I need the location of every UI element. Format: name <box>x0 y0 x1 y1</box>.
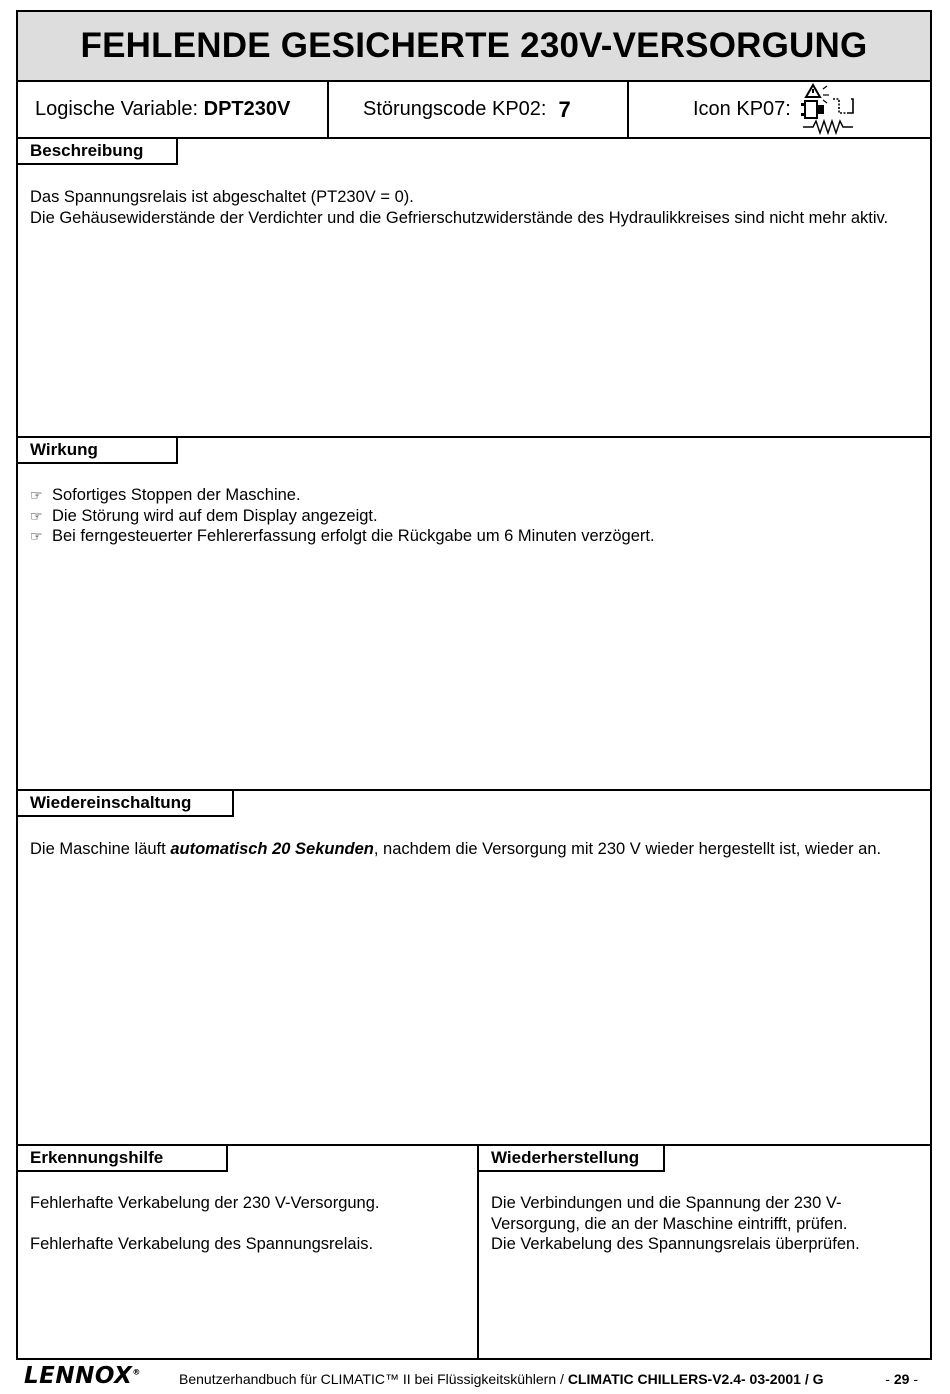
wirkung-bullet-text: Die Störung wird auf dem Display angezeigt. <box>52 506 378 525</box>
list-item <box>30 506 918 527</box>
page-title: FEHLENDE GESICHERTE 230V-VERSORGUNG <box>80 26 868 65</box>
wiedereinschaltung-text <box>30 839 918 860</box>
section-label-beschreibung: Beschreibung <box>18 139 178 165</box>
info-row <box>18 82 930 139</box>
beschreibung-line: Das Spannungsrelais ist abgeschaltet (PT230V = 0). <box>30 188 414 206</box>
fault-code-label: Störungscode KP02: <box>363 98 547 120</box>
wirkung-bullet-text: Sofortiges Stoppen der Maschine. <box>52 486 301 504</box>
beschreibung-line: Die Gehäusewiderstände der Verdichter und die Gefrierschutzwiderstände des Hydraulikkreises sind nicht mehr aktiv. <box>30 208 889 227</box>
wiedereinschaltung-text-start: Die Maschine läuft <box>30 840 171 858</box>
fault-code-cell <box>329 82 629 137</box>
wiederherstellung-text <box>491 1193 890 1255</box>
icon-cell <box>629 82 930 137</box>
icon-label: Icon KP07: <box>693 98 791 120</box>
wirkung-list <box>30 485 918 547</box>
footer-text <box>179 1371 824 1387</box>
beschreibung-text <box>30 187 918 228</box>
bottom-columns <box>18 1146 930 1358</box>
section-beschreibung <box>18 139 930 438</box>
erkennungshilfe-item: Fehlerhafte Verkabelung der 230 V-Versorgung. <box>30 1194 380 1212</box>
section-wiedereinschaltung <box>18 791 930 1146</box>
erkennungshilfe-text <box>30 1193 465 1255</box>
wiederherstellung-line: Die Verkabelung des Spannungsrelais überprüfen. <box>491 1235 860 1253</box>
footer-version: CLIMATIC CHILLERS-V2.4- 03-2001 / G <box>567 1371 824 1387</box>
section-label-wiedereinschaltung: Wiedereinschaltung <box>18 791 234 817</box>
erkennungshilfe-item: Fehlerhafte Verkabelung des Spannungsrelais. <box>30 1235 374 1253</box>
footer-manual-title: Benutzerhandbuch für CLIMATIC™ II bei Flüssigkeitskühlern / <box>179 1371 568 1387</box>
list-item <box>30 485 918 506</box>
section-label-erkennungshilfe: Erkennungshilfe <box>18 1146 228 1172</box>
section-label-wiederherstellung: Wiederherstellung <box>479 1146 665 1172</box>
fault-code-value: 7 <box>558 96 571 122</box>
logical-variable-value: DPT230V <box>203 98 291 120</box>
page-number: - 29 - <box>885 1371 918 1387</box>
section-wiederherstellung <box>479 1146 930 1358</box>
page-footer <box>0 1360 950 1394</box>
logical-variable-cell <box>18 82 329 137</box>
lennox-logo: LENNOX® <box>24 1363 141 1389</box>
pointing-hand-icon: ☞ <box>30 487 43 503</box>
wiederherstellung-line: Die Verbindungen und die Spannung der 230 V-Versorgung, die an der Maschine eintrifft, prüfen. <box>491 1194 848 1233</box>
section-label-wirkung: Wirkung <box>18 438 178 464</box>
section-erkennungshilfe <box>18 1146 479 1358</box>
pointing-hand-icon: ☞ <box>30 528 43 544</box>
wirkung-bullet-text: Bei ferngesteuerter Fehlererfassung erfolgt die Rückgabe um 6 Minuten verzögert. <box>52 527 655 545</box>
section-wirkung <box>18 438 930 791</box>
pointing-hand-icon: ☞ <box>30 507 43 524</box>
alarm-230v-icon <box>799 83 859 137</box>
list-item <box>30 526 918 547</box>
document-frame <box>16 10 932 1360</box>
wiedereinschaltung-emphasis: automatisch 20 Sekunden <box>170 840 374 858</box>
wiedereinschaltung-text-end: , nachdem die Versorgung mit 230 V wieder hergestellt ist, wieder an. <box>373 840 882 858</box>
logical-variable-label: Logische Variable: <box>35 98 199 120</box>
title-bar <box>18 12 930 82</box>
